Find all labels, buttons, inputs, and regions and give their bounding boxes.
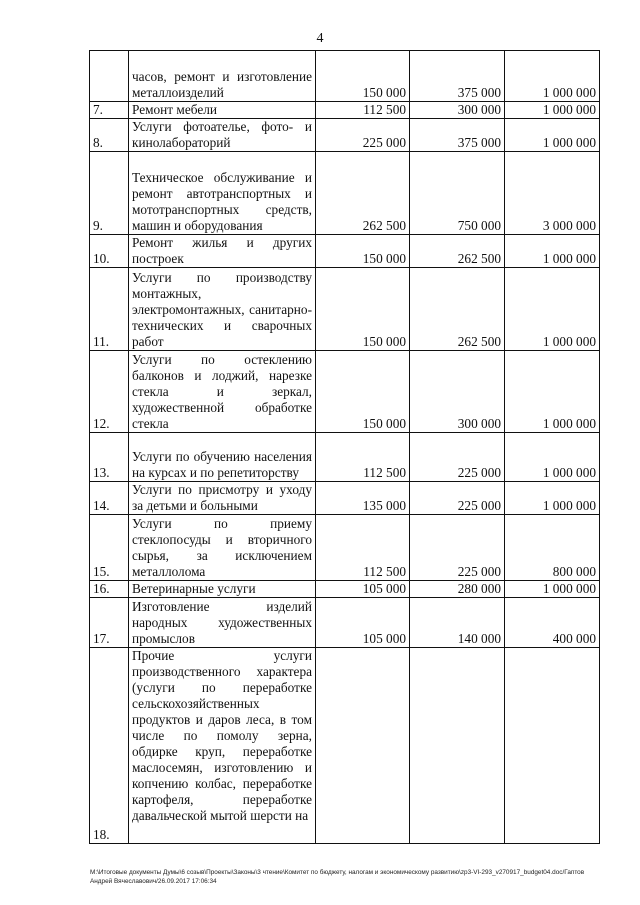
- table-row: [90, 598, 600, 648]
- value-col-2: 300 000: [410, 351, 505, 433]
- row-number: 7.: [90, 102, 129, 119]
- value-col-1: 112 500: [316, 515, 410, 581]
- row-number: 12.: [90, 351, 129, 433]
- row-number: 18.: [90, 648, 129, 844]
- row-number: 9.: [90, 152, 129, 235]
- activity-name: Ремонт жилья и других построек: [129, 235, 316, 268]
- value-col-2: 262 500: [410, 268, 505, 351]
- value-col-1: 112 500: [316, 102, 410, 119]
- value-col-2: 375 000: [410, 119, 505, 152]
- value-col-2: 225 000: [410, 482, 505, 515]
- value-col-3: 1 000 000: [505, 51, 600, 102]
- value-col-1: 112 500: [316, 433, 410, 482]
- row-number: [90, 51, 129, 102]
- value-col-3: 3 000 000: [505, 152, 600, 235]
- value-col-3: [505, 648, 600, 844]
- value-col-3: 1 000 000: [505, 235, 600, 268]
- value-col-1: 150 000: [316, 268, 410, 351]
- value-col-1: 150 000: [316, 351, 410, 433]
- table-row: [90, 268, 600, 351]
- tax-rates-table: [89, 50, 600, 844]
- value-col-1: 225 000: [316, 119, 410, 152]
- table-row: [90, 51, 600, 102]
- value-col-2: [410, 648, 505, 844]
- value-col-1: 135 000: [316, 482, 410, 515]
- value-col-1: 105 000: [316, 598, 410, 648]
- activity-name: Техническое обслуживание и ремонт автотранспортных и мототранспортных средств, машин и оборудования: [129, 152, 316, 235]
- activity-name: Услуги фотоателье, фото- и кинолабораторий: [129, 119, 316, 152]
- value-col-2: 300 000: [410, 102, 505, 119]
- activity-name: Услуги по приему стеклопосуды и вторичного сырья, за исключением металлолома: [129, 515, 316, 581]
- row-number: 8.: [90, 119, 129, 152]
- page-number: 4: [316, 31, 324, 46]
- row-number: 11.: [90, 268, 129, 351]
- table-row: [90, 152, 600, 235]
- value-col-1: 262 500: [316, 152, 410, 235]
- value-col-3: 1 000 000: [505, 482, 600, 515]
- table-row: [90, 119, 600, 152]
- row-number: 10.: [90, 235, 129, 268]
- activity-name: Изготовление изделий народных художественных промыслов: [129, 598, 316, 648]
- value-col-3: 1 000 000: [505, 581, 600, 598]
- activity-name: Услуги по остеклению балконов и лоджий, нарезке стекла и зеркал, художественной обработке стекла: [129, 351, 316, 433]
- value-col-3: 1 000 000: [505, 433, 600, 482]
- table-row: [90, 433, 600, 482]
- value-col-2: 280 000: [410, 581, 505, 598]
- value-col-2: 375 000: [410, 51, 505, 102]
- value-col-1: 150 000: [316, 51, 410, 102]
- table-row: [90, 648, 600, 844]
- value-col-1: 150 000: [316, 235, 410, 268]
- row-number: 15.: [90, 515, 129, 581]
- table-row: [90, 482, 600, 515]
- row-number: 13.: [90, 433, 129, 482]
- activity-name: Ветеринарные услуги: [129, 581, 316, 598]
- table-row: [90, 102, 600, 119]
- value-col-2: 225 000: [410, 433, 505, 482]
- document-path-footer: M:\Итоговые документы Думы\6 созыв\Проекты\Законы\3 чтение\Комитет по бюджету, налогам и экономическому развитию\zp3-VI-293_v270917_budget04.doc/Гаптов Андрей Вячеславович/26.09.2017 17:06:34: [90, 869, 585, 885]
- value-col-1: [316, 648, 410, 844]
- row-number: 16.: [90, 581, 129, 598]
- value-col-3: 1 000 000: [505, 119, 600, 152]
- value-col-3: 400 000: [505, 598, 600, 648]
- activity-name: Услуги по присмотру и уходу за детьми и больными: [129, 482, 316, 515]
- value-col-2: 225 000: [410, 515, 505, 581]
- value-col-1: 105 000: [316, 581, 410, 598]
- value-col-3: 1 000 000: [505, 351, 600, 433]
- table-row: [90, 581, 600, 598]
- table-row: [90, 235, 600, 268]
- value-col-2: 262 500: [410, 235, 505, 268]
- value-col-2: 140 000: [410, 598, 505, 648]
- value-col-3: 1 000 000: [505, 102, 600, 119]
- value-col-2: 750 000: [410, 152, 505, 235]
- activity-name: Услуги по производству монтажных, электромонтажных, санитарно-технических и сварочных работ: [129, 268, 316, 351]
- activity-name: Ремонт мебели: [129, 102, 316, 119]
- value-col-3: 1 000 000: [505, 268, 600, 351]
- row-number: 14.: [90, 482, 129, 515]
- table-row: [90, 351, 600, 433]
- table-row: [90, 515, 600, 581]
- activity-name: часов, ремонт и изготовление металлоизделий: [129, 51, 316, 102]
- value-col-3: 800 000: [505, 515, 600, 581]
- activity-name: Услуги по обучению населения на курсах и по репетиторству: [129, 433, 316, 482]
- row-number: 17.: [90, 598, 129, 648]
- activity-name: Прочие услуги производственного характера (услуги по переработке сельскохозяйственных продуктов и даров леса, в том числе по помолу зерна, обдирке круп, переработке маслосемян, изготовлению и копчению колбас, переработке картофеля, переработке давальческой мытой шерсти на: [129, 648, 316, 844]
